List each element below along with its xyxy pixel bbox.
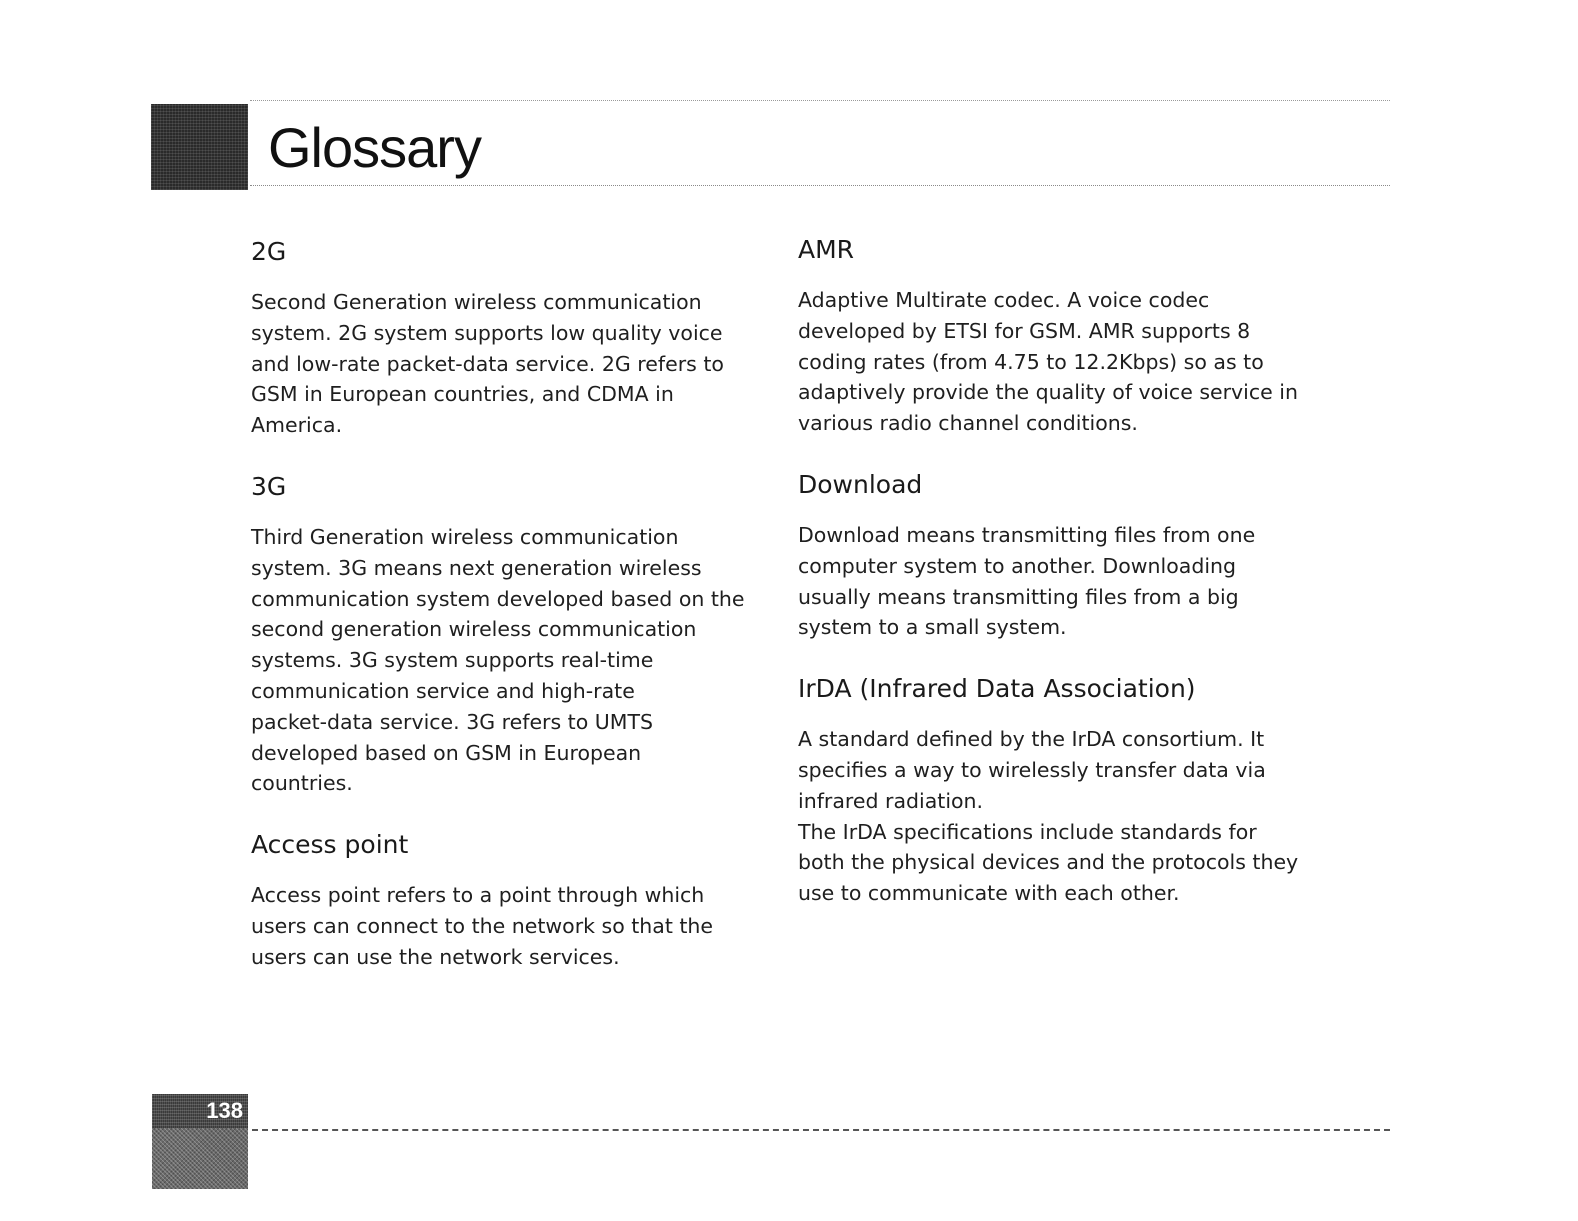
- page-number-decor: [152, 1128, 248, 1189]
- glossary-term: 3G: [251, 471, 287, 501]
- glossary-entry-3g: [251, 467, 761, 799]
- glossary-definition: Third Generation wireless communication system. 3G means next generation wireless communication system developed based on the second generation wireless communication systems. 3G system supports real-time communication service and high-rate packet-data service. 3G refers to UMTS developed based on GSM in European countries.: [251, 524, 745, 796]
- glossary-definition: Download means transmitting files from one computer system to another. Downloading usually means transmitting files from a big system to a small system.: [798, 522, 1256, 640]
- glossary-entry-download: [798, 465, 1318, 643]
- page-number-badge: [152, 1094, 248, 1189]
- glossary-entry-2g: [251, 232, 761, 441]
- glossary-definition: Second Generation wireless communication system. 2G system supports low quality voice and low-rate packet-data service. 2G refers to GSM in European countries, and CDMA in America.: [251, 290, 724, 438]
- footer-dashed-rule: [252, 1129, 1390, 1131]
- glossary-definition: Access point refers to a point through which users can connect to the network so that the users can use the network services.: [251, 883, 714, 969]
- header-top-rule: [250, 100, 1390, 101]
- glossary-term: AMR: [798, 235, 855, 264]
- header-decor-block: [151, 104, 248, 190]
- glossary-definition: A standard defined by the IrDA consortium. It specifies a way to wirelessly transfer data via infrared radiation.: [798, 727, 1266, 813]
- glossary-term: 2G: [251, 237, 287, 266]
- glossary-right-column: [798, 230, 1318, 935]
- glossary-entry-access-point: [251, 825, 761, 972]
- page-number: 138: [206, 1098, 243, 1123]
- glossary-definition-continued: The IrDA specifications include standards for both the physical devices and the protocols they use to communicate with each other.: [798, 819, 1299, 906]
- glossary-term: IrDA (Infrared Data Association): [798, 674, 1196, 704]
- glossary-definition: Adaptive Multirate codec. A voice codec developed by ETSI for GSM. AMR supports 8 coding rates (from 4.75 to 12.2Kbps) so as to adaptively provide the quality of voice service in various radio channel conditions.: [798, 288, 1298, 436]
- glossary-left-column: [251, 232, 761, 999]
- glossary-entry-irda: [798, 669, 1318, 909]
- glossary-term: Access point: [251, 830, 409, 860]
- glossary-term: Download: [798, 469, 923, 499]
- glossary-entry-amr: [798, 230, 1318, 439]
- page-title: Glossary: [268, 116, 481, 179]
